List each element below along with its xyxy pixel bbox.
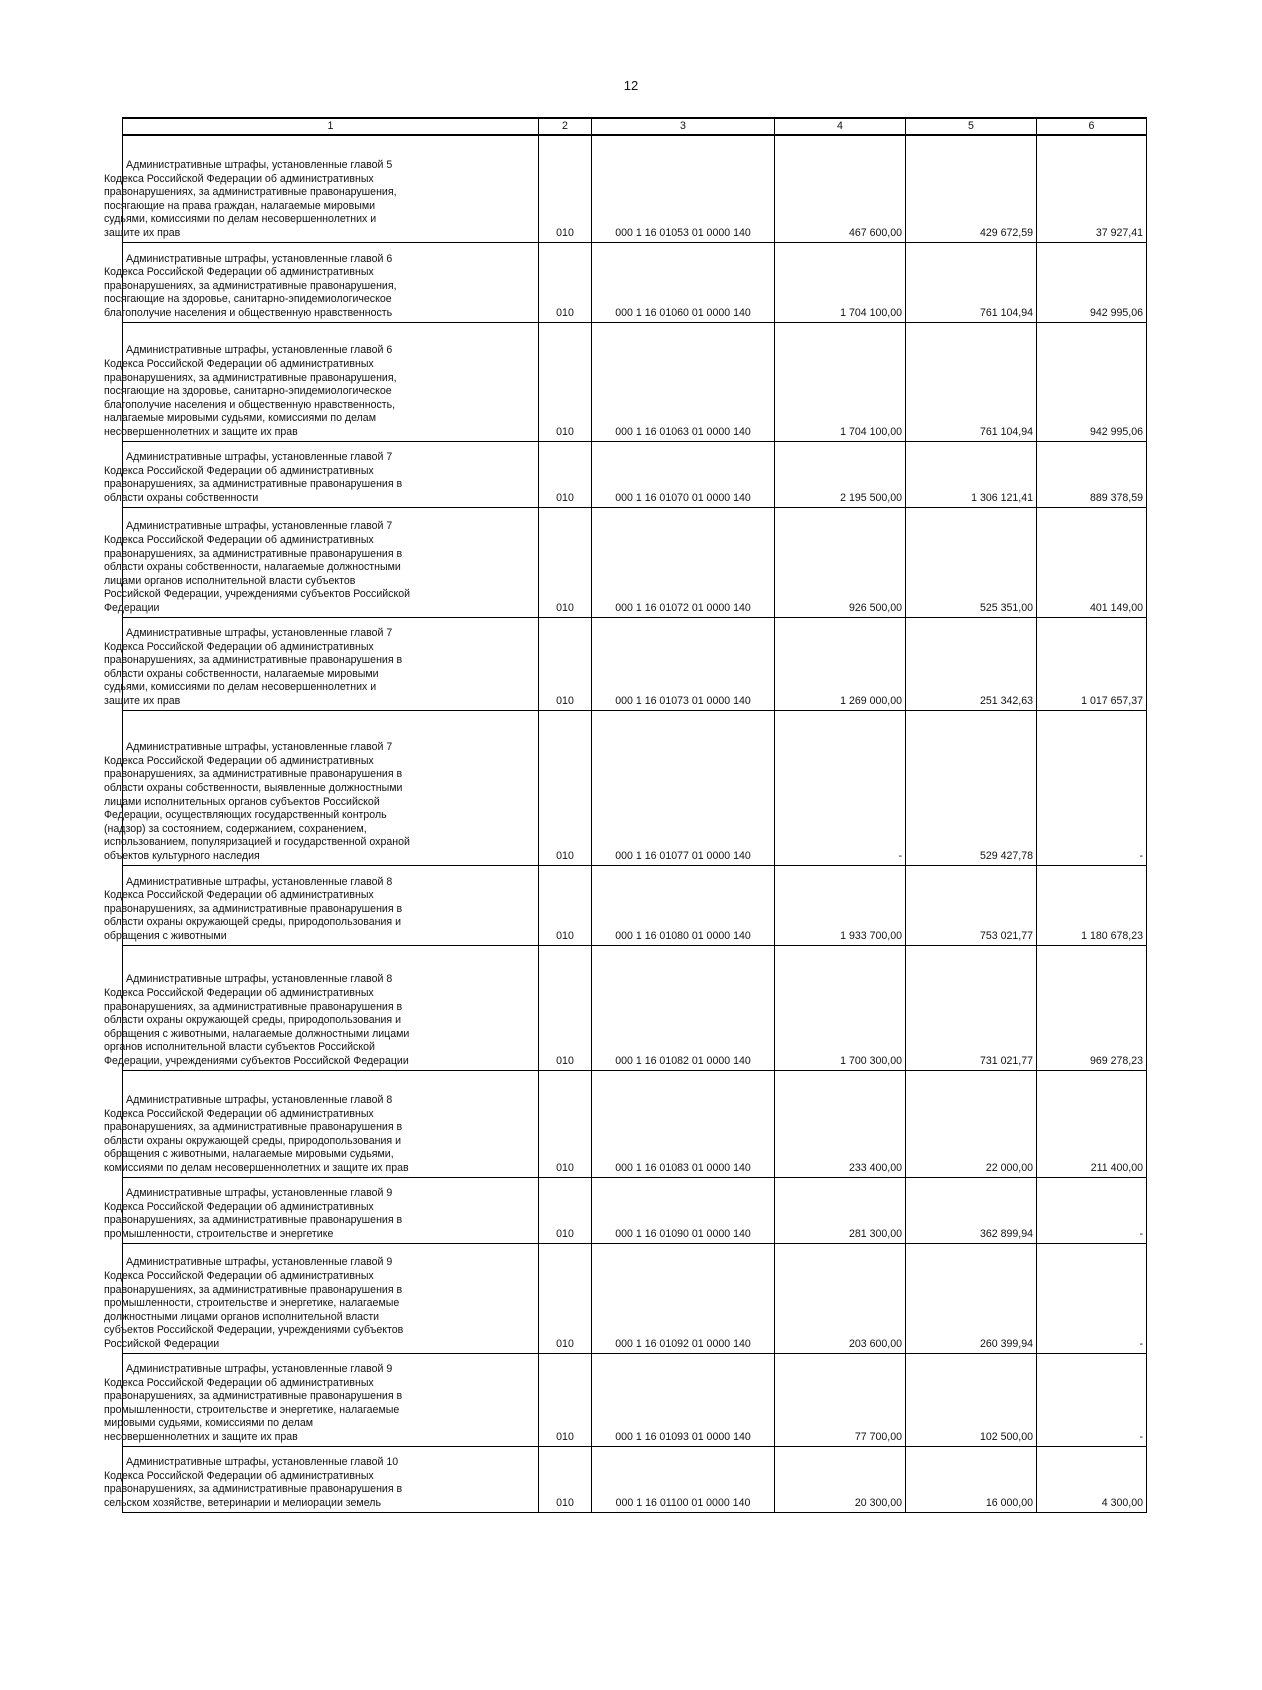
row-budget-code: 000 1 16 01063 01 0000 140: [592, 322, 775, 441]
description-line: обращения с животными, налагаемые должностными лицами: [104, 1027, 410, 1040]
row-unexecuted-amount: 1 180 678,23: [1037, 865, 1147, 945]
row-executed-amount: 761 104,94: [906, 242, 1037, 322]
description-line: Кодекса Российской Федерации об административных: [104, 889, 374, 902]
row-line-code: 010: [539, 1243, 592, 1353]
row-budget-code: 000 1 16 01092 01 0000 140: [592, 1243, 775, 1353]
description-line: Кодекса Российской Федерации об административных: [104, 172, 374, 185]
table-row: [123, 507, 1147, 617]
description-line: Российской Федерации, учреждениями субъектов Российской: [104, 588, 411, 601]
table-row: [123, 322, 1147, 441]
row-approved-amount: 1 269 000,00: [775, 617, 906, 710]
description-line: обращения с животными: [104, 929, 227, 942]
row-budget-code: 000 1 16 01060 01 0000 140: [592, 242, 775, 322]
row-unexecuted-amount: 942 995,06: [1037, 242, 1147, 322]
column-header-5: 5: [906, 118, 1037, 135]
description-line: Административные штрафы, установленные главой 6: [126, 344, 393, 357]
description-line: Кодекса Российской Федерации об административных: [104, 754, 374, 767]
description-line: области охраны собственности, налагаемые мировыми: [104, 667, 379, 680]
description-line: правонарушениях, за административные правонарушения в: [104, 1390, 403, 1403]
row-budget-code: 000 1 16 01090 01 0000 140: [592, 1177, 775, 1243]
description-line: субъектов Российской Федерации, учреждениями субъектов: [104, 1324, 404, 1337]
row-description: [104, 1353, 539, 1446]
column-header-3: 3: [592, 118, 775, 135]
description-line: несовершеннолетних и защите их прав: [104, 1430, 298, 1443]
description-line: Административные штрафы, установленные главой 9: [126, 1187, 393, 1200]
description-line: несовершеннолетних и защите их прав: [104, 425, 298, 438]
table-row: [123, 1446, 1147, 1512]
row-executed-amount: 429 672,59: [906, 135, 1037, 242]
description-line: Административные штрафы, установленные главой 9: [126, 1256, 393, 1269]
description-line: промышленности, строительстве и энергетике: [104, 1227, 334, 1240]
row-description: [104, 1243, 539, 1353]
page-number: 12: [623, 78, 639, 93]
row-executed-amount: 362 899,94: [906, 1177, 1037, 1243]
description-line: правонарушениях, за административные правонарушения,: [104, 186, 397, 199]
description-line: правонарушениях, за административные правонарушения в: [104, 547, 403, 560]
description-line: органов исполнительной власти субъектов Российской: [104, 1041, 375, 1054]
table-row: [123, 242, 1147, 322]
row-budget-code: 000 1 16 01072 01 0000 140: [592, 507, 775, 617]
description-line: Федерации, учреждениями субъектов Российской Федерации: [104, 1054, 409, 1067]
description-line: Кодекса Российской Федерации об административных: [104, 266, 374, 279]
description-line: посягающие на здоровье, санитарно-эпидемиологическое: [104, 385, 392, 398]
row-budget-code: 000 1 16 01070 01 0000 140: [592, 441, 775, 507]
description-line: объектов культурного наследия: [104, 849, 260, 862]
row-executed-amount: 731 021,77: [906, 945, 1037, 1070]
row-approved-amount: 467 600,00: [775, 135, 906, 242]
description-line: налагаемые мировыми судьями, комиссиями по делам: [104, 412, 376, 425]
description-line: посягающие на права граждан, налагаемые мировыми: [104, 199, 376, 212]
description-line: правонарушениях, за административные правонарушения в: [104, 1121, 403, 1134]
row-line-code: 010: [539, 1070, 592, 1177]
description-line: Административные штрафы, установленные главой 8: [126, 973, 393, 986]
row-executed-amount: 260 399,94: [906, 1243, 1037, 1353]
row-unexecuted-amount: 37 927,41: [1037, 135, 1147, 242]
description-line: области охраны собственности, выявленные должностными: [104, 781, 403, 794]
row-approved-amount: 1 704 100,00: [775, 322, 906, 441]
table-row: [123, 135, 1147, 242]
description-line: Административные штрафы, установленные главой 5: [126, 158, 393, 171]
column-header-4: 4: [775, 118, 906, 135]
description-line: Кодекса Российской Федерации об административных: [104, 464, 374, 477]
description-line: правонарушениях, за административные правонарушения в: [104, 1283, 403, 1296]
row-description: [104, 441, 539, 507]
description-line: Административные штрафы, установленные главой 7: [126, 520, 393, 533]
description-line: Административные штрафы, установленные главой 7: [126, 626, 393, 639]
description-line: Кодекса Российской Федерации об административных: [104, 1376, 374, 1389]
description-line: Административные штрафы, установленные главой 6: [126, 252, 393, 265]
row-unexecuted-amount: -: [1037, 1353, 1147, 1446]
row-line-code: 010: [539, 1353, 592, 1446]
row-approved-amount: 926 500,00: [775, 507, 906, 617]
row-unexecuted-amount: 4 300,00: [1037, 1446, 1147, 1512]
description-line: защите их прав: [104, 226, 181, 239]
description-line: правонарушениях, за административные правонарушения в: [104, 768, 403, 781]
table-row: [123, 617, 1147, 710]
description-line: Административные штрафы, установленные главой 7: [126, 451, 393, 464]
row-approved-amount: 1 704 100,00: [775, 242, 906, 322]
row-budget-code: 000 1 16 01093 01 0000 140: [592, 1353, 775, 1446]
description-line: Административные штрафы, установленные главой 10: [126, 1456, 399, 1469]
description-line: посягающие на здоровье, санитарно-эпидемиологическое: [104, 293, 392, 306]
description-line: Кодекса Российской Федерации об административных: [104, 357, 374, 370]
row-approved-amount: 233 400,00: [775, 1070, 906, 1177]
row-description: [104, 617, 539, 710]
row-line-code: 010: [539, 1446, 592, 1512]
row-line-code: 010: [539, 1177, 592, 1243]
row-unexecuted-amount: 969 278,23: [1037, 945, 1147, 1070]
description-line: правонарушениях, за административные правонарушения в: [104, 1483, 403, 1496]
row-executed-amount: 22 000,00: [906, 1070, 1037, 1177]
table-row: [123, 865, 1147, 945]
description-line: Кодекса Российской Федерации об административных: [104, 1107, 374, 1120]
row-description: [104, 1446, 539, 1512]
row-line-code: 010: [539, 865, 592, 945]
description-line: судьями, комиссиями по делам несовершеннолетних и: [104, 681, 377, 694]
column-header-6: 6: [1037, 118, 1147, 135]
description-line: лицами органов исполнительной власти субъектов: [104, 574, 356, 587]
description-line: правонарушениях, за административные правонарушения в: [104, 1000, 403, 1013]
row-unexecuted-amount: -: [1037, 1243, 1147, 1353]
description-line: промышленности, строительстве и энергетике, налагаемые: [104, 1403, 400, 1416]
description-line: Кодекса Российской Федерации об административных: [104, 986, 374, 999]
row-budget-code: 000 1 16 01082 01 0000 140: [592, 945, 775, 1070]
description-line: благополучие населения и общественную нравственность,: [104, 398, 396, 411]
revenue-table: [104, 117, 1147, 1513]
description-line: обращения с животными, налагаемые мировыми судьями,: [104, 1148, 394, 1161]
row-line-code: 010: [539, 945, 592, 1070]
row-approved-amount: -: [775, 710, 906, 865]
row-unexecuted-amount: 211 400,00: [1037, 1070, 1147, 1177]
row-approved-amount: 77 700,00: [775, 1353, 906, 1446]
row-description: [104, 1177, 539, 1243]
row-line-code: 010: [539, 441, 592, 507]
description-line: лицами исполнительных органов субъектов Российской: [104, 795, 380, 808]
row-budget-code: 000 1 16 01080 01 0000 140: [592, 865, 775, 945]
description-line: мировыми судьями, комиссиями по делам: [104, 1417, 314, 1430]
row-executed-amount: 753 021,77: [906, 865, 1037, 945]
description-line: Кодекса Российской Федерации об административных: [104, 1269, 374, 1282]
table-row: [123, 1070, 1147, 1177]
description-line: использованием, популяризацией и государственной охраной: [104, 836, 410, 849]
description-line: защите их прав: [104, 694, 181, 707]
description-line: Административные штрафы, установленные главой 7: [126, 741, 393, 754]
description-line: правонарушениях, за административные правонарушения в: [104, 478, 403, 491]
description-line: комиссиями по делам несовершеннолетних и защите их прав: [104, 1161, 409, 1174]
table-row: [123, 1353, 1147, 1446]
description-line: благополучие населения и общественную нравственность: [104, 306, 393, 319]
row-unexecuted-amount: -: [1037, 1177, 1147, 1243]
row-budget-code: 000 1 16 01077 01 0000 140: [592, 710, 775, 865]
table-row: [123, 441, 1147, 507]
row-executed-amount: 251 342,63: [906, 617, 1037, 710]
column-header-2: 2: [539, 118, 592, 135]
description-line: области охраны окружающей среды, природопользования и: [104, 1134, 402, 1147]
row-executed-amount: 529 427,78: [906, 710, 1037, 865]
row-description: [104, 507, 539, 617]
row-description: [104, 945, 539, 1070]
row-executed-amount: 525 351,00: [906, 507, 1037, 617]
row-executed-amount: 102 500,00: [906, 1353, 1037, 1446]
description-line: правонарушениях, за административные правонарушения в: [104, 654, 403, 667]
description-line: Кодекса Российской Федерации об административных: [104, 1469, 374, 1482]
row-approved-amount: 203 600,00: [775, 1243, 906, 1353]
description-line: промышленности, строительстве и энергетике, налагаемые: [104, 1297, 400, 1310]
row-description: [104, 710, 539, 865]
description-line: судьями, комиссиями по делам несовершеннолетних и: [104, 213, 377, 226]
description-line: правонарушениях, за административные правонарушения в: [104, 902, 403, 915]
row-approved-amount: 2 195 500,00: [775, 441, 906, 507]
row-approved-amount: 1 933 700,00: [775, 865, 906, 945]
row-description: [104, 135, 539, 242]
row-line-code: 010: [539, 617, 592, 710]
description-line: правонарушениях, за административные правонарушения,: [104, 279, 397, 292]
row-line-code: 010: [539, 710, 592, 865]
row-line-code: 010: [539, 135, 592, 242]
row-description: [104, 242, 539, 322]
description-line: области охраны собственности: [104, 491, 259, 504]
row-unexecuted-amount: 889 378,59: [1037, 441, 1147, 507]
description-line: области охраны собственности, налагаемые должностными: [104, 561, 401, 574]
row-line-code: 010: [539, 322, 592, 441]
row-line-code: 010: [539, 242, 592, 322]
description-line: сельском хозяйстве, ветеринарии и мелиорации земель: [104, 1496, 381, 1509]
row-description: [104, 865, 539, 945]
description-line: Административные штрафы, установленные главой 8: [126, 875, 393, 888]
row-unexecuted-amount: 942 995,06: [1037, 322, 1147, 441]
row-approved-amount: 20 300,00: [775, 1446, 906, 1512]
row-approved-amount: 1 700 300,00: [775, 945, 906, 1070]
description-line: Административные штрафы, установленные главой 9: [126, 1362, 393, 1375]
description-line: должностными лицами органов исполнительной власти: [104, 1310, 380, 1323]
row-unexecuted-amount: 1 017 657,37: [1037, 617, 1147, 710]
description-line: правонарушениях, за административные правонарушения,: [104, 371, 397, 384]
row-description: [104, 1070, 539, 1177]
table-row: [123, 1243, 1147, 1353]
description-line: Административные штрафы, установленные главой 8: [126, 1093, 393, 1106]
description-line: области охраны окружающей среды, природопользования и: [104, 1014, 402, 1027]
column-header-1: 1: [123, 118, 539, 135]
description-line: области охраны окружающей среды, природопользования и: [104, 916, 402, 929]
row-budget-code: 000 1 16 01053 01 0000 140: [592, 135, 775, 242]
row-line-code: 010: [539, 507, 592, 617]
table-row: [123, 710, 1147, 865]
description-line: Федерации, осуществляющих государственный контроль: [104, 809, 387, 822]
description-line: Кодекса Российской Федерации об административных: [104, 533, 374, 546]
column-number-row: [123, 118, 1147, 135]
table-row: [123, 1177, 1147, 1243]
description-line: правонарушениях, за административные правонарушения в: [104, 1214, 403, 1227]
row-description: [104, 322, 539, 441]
row-executed-amount: 761 104,94: [906, 322, 1037, 441]
row-executed-amount: 1 306 121,41: [906, 441, 1037, 507]
description-line: Кодекса Российской Федерации об административных: [104, 640, 374, 653]
description-line: (надзор) за состоянием, содержанием, сохранением,: [104, 822, 367, 835]
description-line: Российской Федерации: [104, 1337, 220, 1350]
table-row: [123, 945, 1147, 1070]
row-unexecuted-amount: -: [1037, 710, 1147, 865]
row-budget-code: 000 1 16 01100 01 0000 140: [592, 1446, 775, 1512]
row-unexecuted-amount: 401 149,00: [1037, 507, 1147, 617]
row-budget-code: 000 1 16 01083 01 0000 140: [592, 1070, 775, 1177]
description-line: Федерации: [104, 601, 160, 614]
description-line: Кодекса Российской Федерации об административных: [104, 1200, 374, 1213]
row-approved-amount: 281 300,00: [775, 1177, 906, 1243]
row-budget-code: 000 1 16 01073 01 0000 140: [592, 617, 775, 710]
row-executed-amount: 16 000,00: [906, 1446, 1037, 1512]
